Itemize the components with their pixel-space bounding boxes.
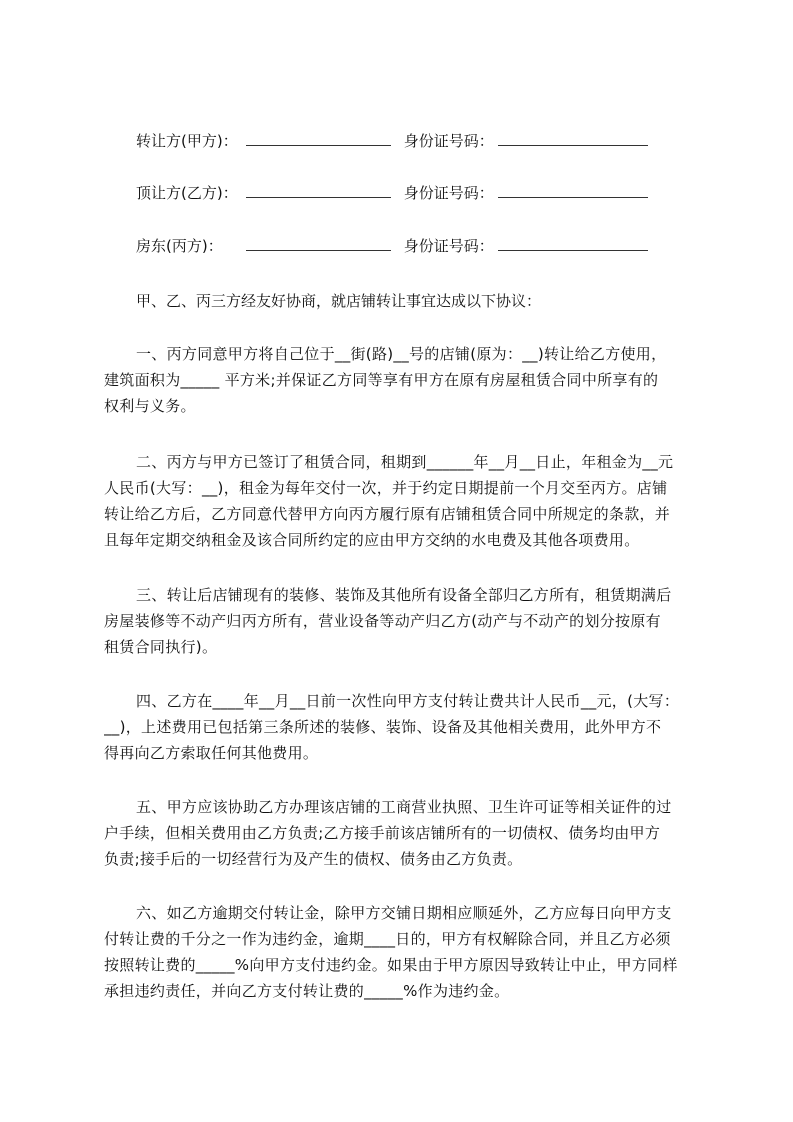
- transferee-id-blank[interactable]: [498, 183, 648, 198]
- clause-line: 得再向乙方索取任何其他费用。: [104, 744, 319, 762]
- clause-6: [104, 900, 701, 1004]
- clause-line: 租赁合同执行)。: [104, 638, 218, 656]
- clause-4: [104, 688, 701, 766]
- clause-2: [104, 449, 701, 553]
- intro-text: 甲、乙、丙三方经友好协商，就店铺转让事宜达成以下协议：: [136, 292, 542, 310]
- clause-line: 负责;接手后的一切经营行为及产生的债权、债务由乙方负责。: [104, 850, 523, 868]
- clause-line: 承担违约责任，并向乙方支付转让费的_____%作为违约金。: [104, 982, 510, 1000]
- clause-line: 六、如乙方逾期交付转让金，除甲方交铺日期相应顺延外，乙方应每日向甲方支: [136, 904, 672, 922]
- clause-line: 房屋装修等不动产归丙方所有，营业设备等动产归乙方(动产与不动产的划分按原有: [104, 612, 661, 630]
- clause-5: [104, 794, 701, 872]
- clause-line: 三、转让后店铺现有的装修、装饰及其他所有设备全部归乙方所有，租赁期满后: [136, 586, 672, 604]
- clause-line: 一、丙方同意甲方将自己位于__街(路)__号的店铺(原为：__)转让给乙方使用，: [136, 345, 667, 363]
- transferor-id-label: 身份证号码：: [403, 132, 494, 150]
- clause-3: [104, 582, 701, 660]
- clause-line: 建筑面积为_____ 平方米;并保证乙方同等享有甲方在原有房屋租赁合同中所享有的: [104, 371, 659, 389]
- transferee-id-label: 身份证号码：: [403, 184, 494, 202]
- clause-line: 人民币(大写：__)，租金为每年交付一次，并于约定日期提前一个月交至丙方。店铺: [104, 479, 668, 497]
- landlord-id-label: 身份证号码：: [403, 237, 494, 255]
- clause-line: 权利与义务。: [104, 397, 196, 415]
- party-row-transferor: [136, 131, 648, 151]
- transferee-name-blank[interactable]: [246, 183, 391, 198]
- party-row-transferee: [136, 183, 648, 203]
- landlord-id-blank[interactable]: [498, 236, 648, 251]
- transferor-label: 转让方(甲方)：: [136, 132, 238, 150]
- clause-line: __)，上述费用已包括第三条所述的装修、装饰、设备及其他相关费用，此外甲方不: [104, 718, 662, 736]
- landlord-label: 房东(丙方)：: [136, 237, 223, 255]
- transferor-name-blank[interactable]: [246, 131, 391, 146]
- clause-line: 付转让费的千分之一作为违约金，逾期____日的，甲方有权解除合同，并且乙方必须: [104, 930, 671, 948]
- clause-line: 户手续，但相关费用由乙方负责;乙方接手前该店铺所有的一切债权、债务均由甲方: [104, 824, 661, 842]
- clause-line: 二、丙方与甲方已签订了租赁合同，租期到______年__月__日止，年租金为__元: [136, 453, 674, 471]
- landlord-name-blank[interactable]: [246, 236, 391, 251]
- clause-line: 且每年定期交纳租金及该合同所约定的应由甲方交纳的水电费及其他各项费用。: [104, 531, 640, 549]
- clause-line: 转让给乙方后，乙方同意代替甲方向丙方履行原有店铺租赁合同中所规定的条款，并: [104, 505, 671, 523]
- clause-line: 五、甲方应该协助乙方办理该店铺的工商营业执照、卫生许可证等相关证件的过: [136, 798, 672, 816]
- clause-line: 四、乙方在____年__月__日前一次性向甲方支付转让费共计人民币__元，(大写：: [136, 692, 680, 710]
- party-row-landlord: [136, 236, 648, 256]
- clause-1: [104, 341, 701, 419]
- clause-line: 按照转让费的_____%向甲方支付违约金。如果由于甲方原因导致转让中止，甲方同样: [104, 956, 678, 974]
- transferor-id-blank[interactable]: [498, 131, 648, 146]
- transferee-label: 顶让方(乙方)：: [136, 184, 238, 202]
